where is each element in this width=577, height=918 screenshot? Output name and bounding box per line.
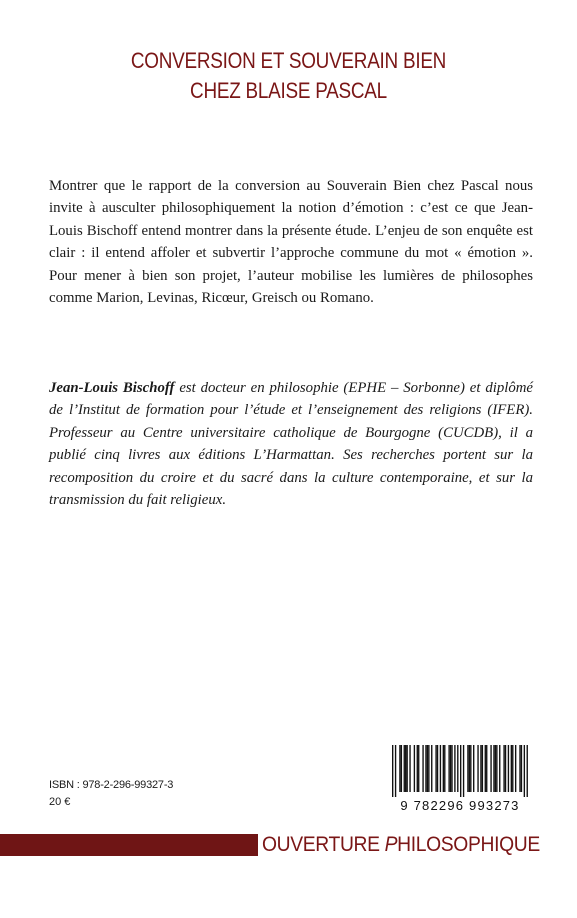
barcode-bar: [495, 745, 496, 792]
barcode: [390, 745, 530, 811]
barcode-bar: [418, 745, 419, 792]
barcode-bar: [435, 745, 436, 792]
barcode-bar: [519, 745, 520, 792]
barcode-bar: [496, 745, 497, 792]
barcode-bar: [428, 745, 429, 792]
barcode-bar: [444, 745, 445, 792]
barcode-bar: [395, 745, 396, 797]
barcode-bar: [454, 745, 455, 792]
barcode-bar: [417, 745, 418, 792]
barcode-bar: [515, 745, 516, 792]
barcode-bar: [406, 745, 407, 792]
barcode-bar: [512, 745, 513, 792]
series-name-part-2: HILOSOPHIQUE: [397, 833, 540, 856]
barcode-bar: [503, 745, 504, 792]
barcode-bar: [451, 745, 452, 792]
author-name: Jean-Louis Bischoff: [49, 380, 175, 396]
barcode-bar: [414, 745, 415, 792]
book-title-line-2: CHEZ BLAISE PASCAL: [190, 78, 387, 103]
series-name-initial: P: [384, 833, 398, 856]
barcode-bar: [437, 745, 438, 792]
barcode-bar: [425, 745, 426, 792]
barcode-bar: [448, 745, 449, 792]
price: 20 €: [49, 796, 71, 808]
barcode-bar: [392, 745, 393, 797]
barcode-bar: [422, 745, 423, 792]
barcode-bar: [505, 745, 506, 792]
isbn: ISBN : 978-2-296-99327-3: [49, 779, 174, 791]
barcode-bar: [409, 745, 410, 792]
barcode-bar: [460, 745, 461, 797]
barcode-bar: [477, 745, 478, 792]
barcode-bar: [443, 745, 444, 792]
author-bio: [49, 377, 533, 511]
book-title: [40, 46, 536, 106]
barcode-bar: [450, 745, 451, 792]
book-summary: Montrer que le rapport de la conversion au Souverain Bien chez Pascal nous invite à ausculter philosophiquement la notion d’émotion : c’est ce que Jean-Louis Bischoff entend montrer dans la présente étude. L’enjeu de son enquête est clair : il entend affoler et subvertir l’approche commune du mot « émotion ». Pour mener à bien son projet, l’auteur mobilise les lumières de philosophes comme Marion, Levinas, Ricœur, Greisch ou Romano.: [49, 178, 533, 307]
barcode-bar: [431, 745, 432, 792]
barcode-bar: [485, 745, 486, 792]
barcode-bar: [490, 745, 491, 792]
book-title-line-1: CONVERSION ET SOUVERAIN BIEN: [130, 48, 447, 73]
barcode-bar: [521, 745, 522, 792]
barcode-bars: [390, 745, 530, 797]
barcode-bar: [401, 745, 402, 792]
author-bio-text: est docteur en philosophie (EPHE – Sorbonne) et diplômé de l’Institut de formation pour l’étude et l’enseignement des religions (IFER). Professeur au Centre universitaire catholique de Bourgogne (CUCDB), il a publié cinq livres aux éditions L’Harmattan. Ses recherches portent sur la recomposition du croire et du sacré dans la culture contemporaine, et sur la transmission du fait religieux.: [49, 380, 533, 509]
barcode-bar: [399, 745, 400, 792]
series-name: [262, 832, 540, 858]
footer-color-bar: [0, 834, 258, 856]
barcode-bar: [508, 745, 509, 792]
barcode-bar: [457, 745, 458, 792]
barcode-bar: [467, 745, 468, 792]
barcode-bar: [480, 745, 481, 792]
barcode-bar: [511, 745, 512, 792]
barcode-bar: [405, 745, 406, 792]
barcode-bar: [440, 745, 441, 792]
barcode-bar: [486, 745, 487, 792]
barcode-bar: [524, 745, 525, 797]
barcode-bar: [404, 745, 405, 792]
barcode-bar: [473, 745, 474, 792]
barcode-bar: [493, 745, 494, 792]
barcode-bar: [463, 745, 464, 797]
barcode-bar: [470, 745, 471, 792]
barcode-bar: [499, 745, 500, 792]
barcode-bar: [482, 745, 483, 792]
barcode-bar: [469, 745, 470, 792]
barcode-number: 9 782296 993273: [400, 798, 520, 813]
barcode-bar: [427, 745, 428, 792]
barcode-bar: [527, 745, 528, 797]
series-name-part-1: OUVERTURE: [262, 833, 385, 856]
